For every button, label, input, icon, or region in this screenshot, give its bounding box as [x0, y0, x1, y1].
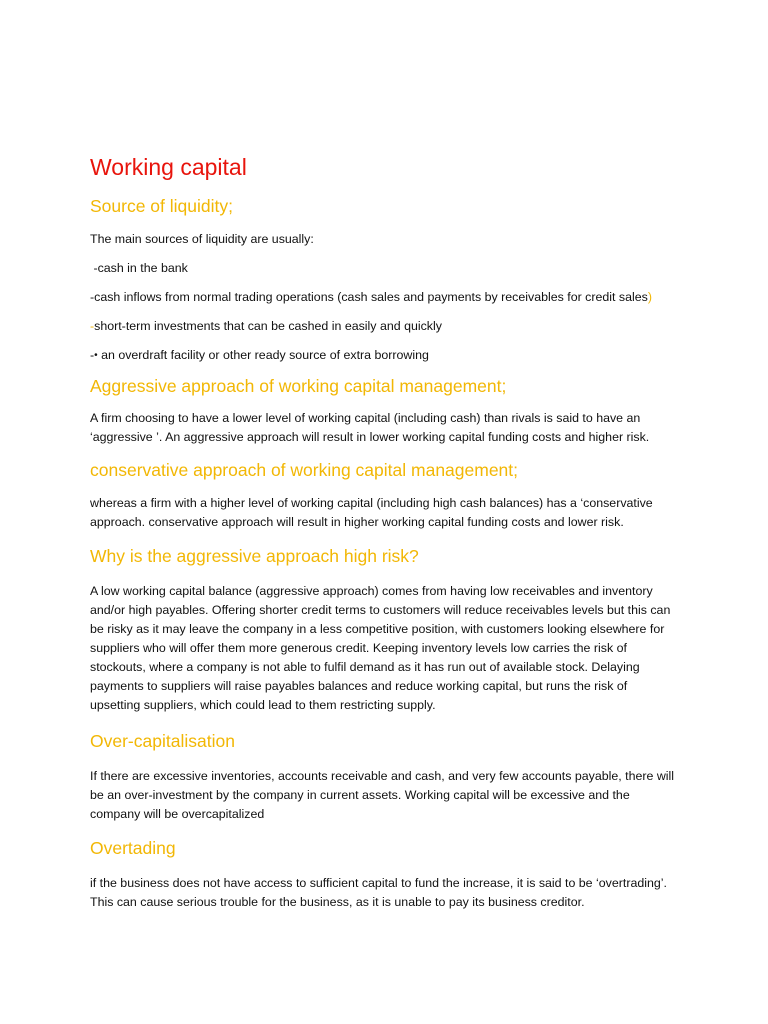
list-item-cash-inflows [90, 288, 680, 307]
paragraph-conservative-approach: whereas a firm with a higher level of working capital (including high cash balances) has a ‘conservative approach. conservative approach will result in higher working capital funding costs and lower risk. [90, 496, 653, 529]
cash-inflows-closing-paren: ) [647, 290, 652, 304]
heading-over-capitalisation: Over-capitalisation [90, 731, 235, 751]
heading-overtrading: Overtading [90, 838, 176, 858]
document-page [90, 150, 680, 912]
list-item-cash-in-bank: -cash in the bank [90, 261, 188, 275]
bullet-icon: • [94, 350, 98, 361]
heading-conservative-approach: conservative approach of working capital management; [90, 460, 519, 480]
paragraph-aggressive-approach: A firm choosing to have a lower level of working capital (including cash) than rivals is said to have an ‘aggressive ’. An aggressive approach will result in lower working capital funding costs and higher risk. [90, 411, 650, 444]
heading-why-high-risk: Why is the aggressive approach high risk? [90, 546, 419, 566]
paragraph-liquidity-intro: The main sources of liquidity are usually: [90, 232, 314, 246]
heading-aggressive-approach: Aggressive approach of working capital management; [90, 376, 507, 396]
short-term-dash: - [90, 319, 95, 333]
paragraph-overtrading: if the business does not have access to sufficient capital to fund the increase, it is said to be ‘overtrading’. This can cause serious trouble for the business, as it is unable to pay its business creditor. [90, 876, 667, 909]
paragraph-why-high-risk: A low working capital balance (aggressive approach) comes from having low receivables and inventory and/or high payables. Offering shorter credit terms to customers will reduce receivables levels but this can be risky as it may leave the company in a less competitive position, with customers looking elsewhere for suppliers who will offer them more generous credit. Keeping inventory levels low carries the risk of stockouts, where a company is not able to fulfil demand as it has run out of available stock. Delaying payments to suppliers will raise payables balances and reduce working capital, but runs the risk of upsetting suppliers, which could lead to them restricting supply. [90, 584, 671, 712]
paragraph-over-capitalisation: If there are excessive inventories, accounts receivable and cash, and very few accounts payable, there will be an over-investment by the company in current assets. Working capital will be excessive and the company will be overcapitalized [90, 769, 675, 821]
document-title: Working capital [90, 154, 247, 180]
cash-inflows-text: -cash inflows from normal trading operations (cash sales and payments by receivables for credit sales [90, 290, 648, 304]
short-term-text: short-term investments that can be cashed in easily and quickly [94, 319, 442, 333]
heading-source-of-liquidity: Source of liquidity; [90, 196, 233, 216]
list-item-overdraft [90, 346, 680, 365]
list-item-short-term-investments [90, 317, 680, 336]
overdraft-dash: - [90, 348, 95, 362]
overdraft-text: an overdraft facility or other ready source of extra borrowing [97, 348, 429, 362]
